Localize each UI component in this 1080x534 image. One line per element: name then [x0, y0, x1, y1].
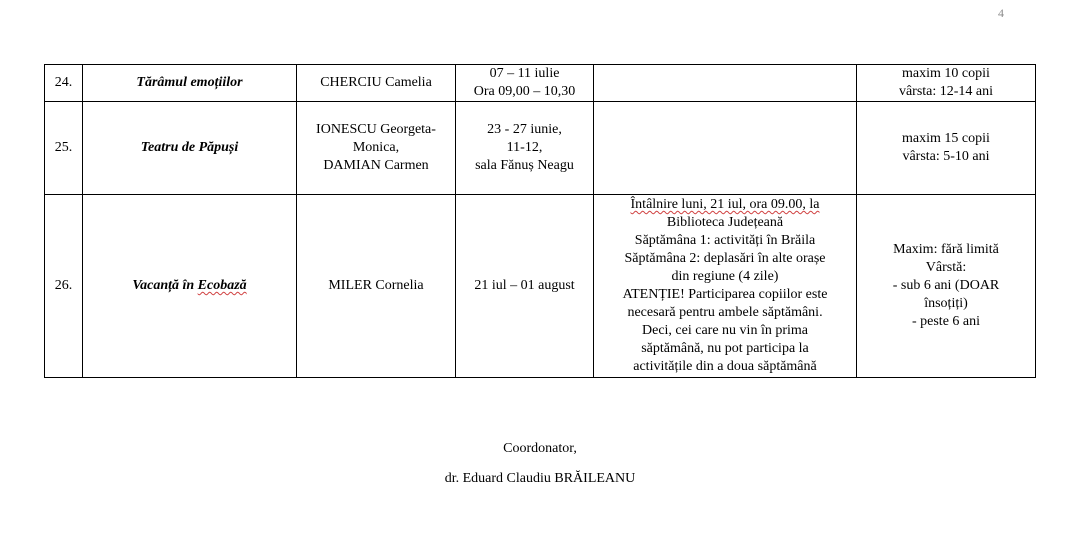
- period-line: Ora 09,00 – 10,30: [473, 84, 576, 99]
- page-number: 4: [998, 6, 1004, 20]
- activity-details: [594, 102, 857, 195]
- activity-coordinator: [297, 102, 456, 195]
- activity-details: [594, 195, 857, 378]
- activity-period: [456, 65, 594, 102]
- activity-period: [456, 102, 594, 195]
- coordinator-line: IONESCU Georgeta-: [316, 122, 436, 137]
- details-line: activitățile din a doua săptămână: [633, 359, 817, 374]
- details-line: Deci, cei care nu vin în prima: [642, 323, 808, 338]
- table-row: [45, 102, 1036, 195]
- coordinator-line: DAMIAN Carmen: [323, 158, 429, 173]
- details-line: Săptămâna 2: deplasări în alte orașe: [624, 251, 826, 266]
- details-line: ATENȚIE! Participarea copiilor este: [622, 287, 828, 302]
- details-line: săptămână, nu pot participa la: [641, 341, 809, 356]
- participants-line: - peste 6 ani: [911, 314, 981, 329]
- details-line: din regiune (4 zile): [671, 269, 779, 284]
- details-line: Săptămâna 1: activități în Brăila: [634, 233, 816, 248]
- row-number: 26.: [45, 195, 83, 378]
- participants-line: Vârstă:: [925, 260, 967, 275]
- period-line: 23 - 27 iunie,: [487, 122, 562, 137]
- activity-coordinator: CHERCIU Camelia: [297, 65, 456, 102]
- activity-details: [594, 65, 857, 102]
- coordinator-line: Monica,: [352, 140, 400, 155]
- row-number: 25.: [45, 102, 83, 195]
- coordinator-name: dr. Eduard Claudiu BRĂILEANU: [444, 471, 636, 486]
- coordinator-title: Coordonator,: [503, 441, 577, 456]
- table-row: [45, 195, 1036, 378]
- participants-line: maxim 15 copii: [902, 131, 990, 146]
- table-row: [45, 65, 1036, 102]
- activity-coordinator: MILER Cornelia: [297, 195, 456, 378]
- activity-title-part: Ecobază: [197, 278, 247, 293]
- period-line: 07 – 11 iulie: [489, 66, 560, 81]
- activity-period: 21 iul – 01 august: [456, 195, 594, 378]
- participants-line: - sub 6 ani (DOAR: [892, 278, 1000, 293]
- activity-participants: [857, 65, 1036, 102]
- activity-title-part: Vacanță în: [132, 278, 198, 293]
- period-line: sala Fănuș Neagu: [475, 158, 574, 173]
- period-line: 11-12,: [506, 140, 543, 155]
- activity-title: [83, 195, 297, 378]
- participants-line: maxim 10 copii: [902, 66, 990, 81]
- row-number: 24.: [45, 65, 83, 102]
- participants-line: însoțiți): [924, 296, 968, 311]
- details-line: necesară pentru ambele săptămâni.: [627, 305, 823, 320]
- details-line: Biblioteca Județeană: [666, 215, 784, 230]
- activity-title: Tărâmul emoțiilor: [83, 65, 297, 102]
- participants-line: vârsta: 12-14 ani: [898, 84, 994, 99]
- participants-line: Maxim: fără limită: [893, 242, 999, 257]
- details-line: Întâlnire luni, 21 iul, ora 09.00, la: [630, 197, 820, 212]
- activity-participants: [857, 195, 1036, 378]
- activity-participants: [857, 102, 1036, 195]
- participants-line: vârsta: 5-10 ani: [902, 149, 990, 164]
- activity-title: Teatru de Păpuși: [83, 102, 297, 195]
- activities-table: [44, 64, 1036, 378]
